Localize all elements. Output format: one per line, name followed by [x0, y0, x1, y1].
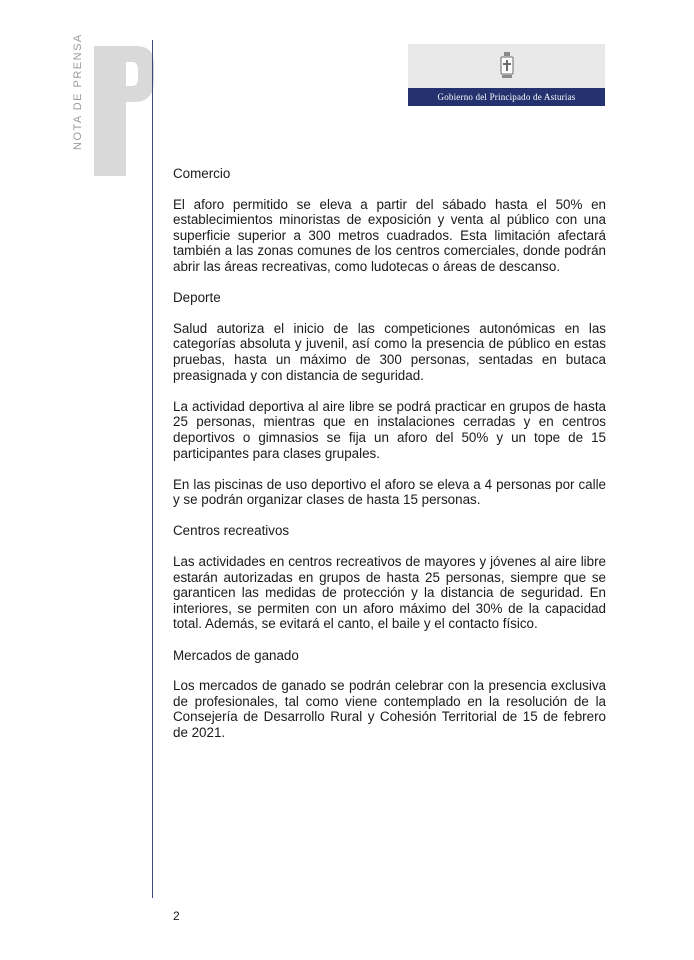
press-note-letter-logo: [94, 46, 154, 176]
margin-rule: [152, 40, 153, 898]
paragraph: Los mercados de ganado se podrán celebrar con la presencia exclusiva de profesionales, tal como viene contemplado en la resolución de la Consejería de Desarrollo Rural y Cohesión Territorial de 15 de febrero de 2021.: [173, 678, 606, 740]
paragraph: Las actividades en centros recreativos de mayores y jóvenes al aire libre estarán autorizadas en grupos de hasta 25 personas, siempre que se garanticen las medidas de protección y la distancia de seguridad. En interiores, se permiten con un aforo máximo del 30% de la capacidad total. Además, se evitará el canto, el baile y el contacto físico.: [173, 554, 606, 632]
section-title: Deporte: [173, 290, 221, 306]
government-banner: [408, 44, 605, 106]
section-title: Comercio: [173, 166, 231, 181]
side-label: NOTA DE PRENSA: [72, 33, 84, 150]
page-number: 2: [173, 909, 180, 923]
document-body: [173, 166, 606, 756]
banner-title: Gobierno del Principado de Asturias: [408, 88, 605, 106]
section-title: Centros recreativos: [173, 523, 290, 539]
paragraph: La actividad deportiva al aire libre se podrá practicar en grupos de hasta 25 personas, mientras que en instalaciones cerradas y en centros deportivos o gimnasios se fija un aforo del 50% y un tope de 15 participantes para clases grupales.: [173, 398, 606, 461]
section-title: Mercados de ganado: [173, 647, 299, 663]
paragraph: El aforo permitido se eleva a partir del sábado hasta el 50% en establecimientos minoristas de exposición y venta al público con una superficie superior a 300 metros cuadrados. Esta limitación afectará también a las zonas comunes de los centros comerciales, donde podrán abrir las áreas recreativas, como ludotecas o áreas de descanso.: [173, 196, 606, 274]
paragraph: En las piscinas de uso deportivo el aforo se eleva a 4 personas por calle y se podrán organizar clases de hasta 15 personas.: [173, 476, 606, 508]
paragraph: Salud autoriza el inicio de las competiciones autonómicas en las categorías absoluta y juvenil, así como la presencia de público en estas pruebas, hasta un máximo de 300 personas, sentadas en butaca preasignada y con distancia de seguridad.: [173, 320, 606, 383]
coat-of-arms-icon: [500, 52, 514, 82]
